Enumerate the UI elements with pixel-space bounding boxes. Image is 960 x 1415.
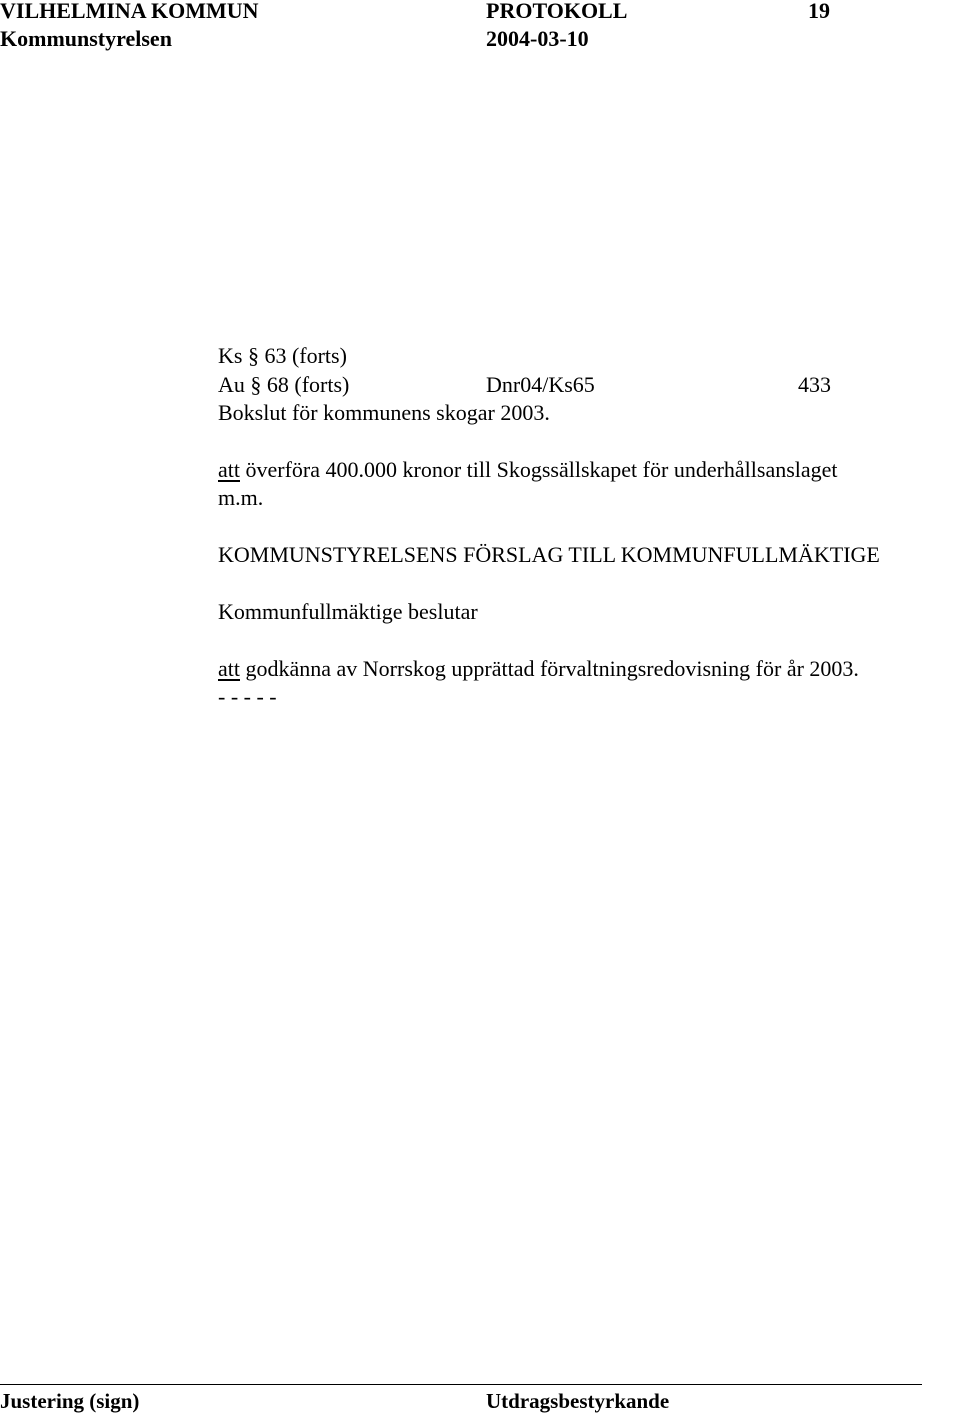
footer-justering: Justering (sign) xyxy=(0,1389,140,1413)
header-body: Kommunstyrelsen xyxy=(0,26,172,51)
proposal-heading: KOMMUNSTYRELSENS FÖRSLAG TILL KOMMUNFULLMÄKTIGE xyxy=(218,542,880,567)
decision-two xyxy=(218,658,859,680)
dnr-reference: Dnr04/Ks65 xyxy=(486,372,595,397)
decision-one-att: att xyxy=(218,457,240,482)
ks-reference: Ks § 63 (forts) xyxy=(218,343,347,368)
footer-rule xyxy=(0,1384,922,1385)
end-marker: - - - - - xyxy=(218,684,277,709)
section-title: Bokslut för kommunens skogar 2003. xyxy=(218,400,550,425)
footer-utdragsbestyrkande: Utdragsbestyrkande xyxy=(486,1389,670,1413)
decision-two-text: godkänna av Norrskog upprättad förvaltningsredovisning för år 2003. xyxy=(240,656,859,681)
au-reference: Au § 68 (forts) xyxy=(218,372,350,397)
header-doc-type: PROTOKOLL xyxy=(486,0,628,23)
archive-code: 433 xyxy=(798,372,831,397)
decision-one-text: överföra 400.000 kronor till Skogssällskapet för underhållsanslaget xyxy=(240,457,838,482)
council-decides: Kommunfullmäktige beslutar xyxy=(218,599,478,624)
decision-one xyxy=(218,459,838,481)
header-org: VILHELMINA KOMMUN xyxy=(0,0,259,23)
header-page-number: 19 xyxy=(808,0,830,23)
decision-one-continuation: m.m. xyxy=(218,485,264,510)
header-date: 2004-03-10 xyxy=(486,26,589,51)
decision-two-att: att xyxy=(218,656,240,681)
